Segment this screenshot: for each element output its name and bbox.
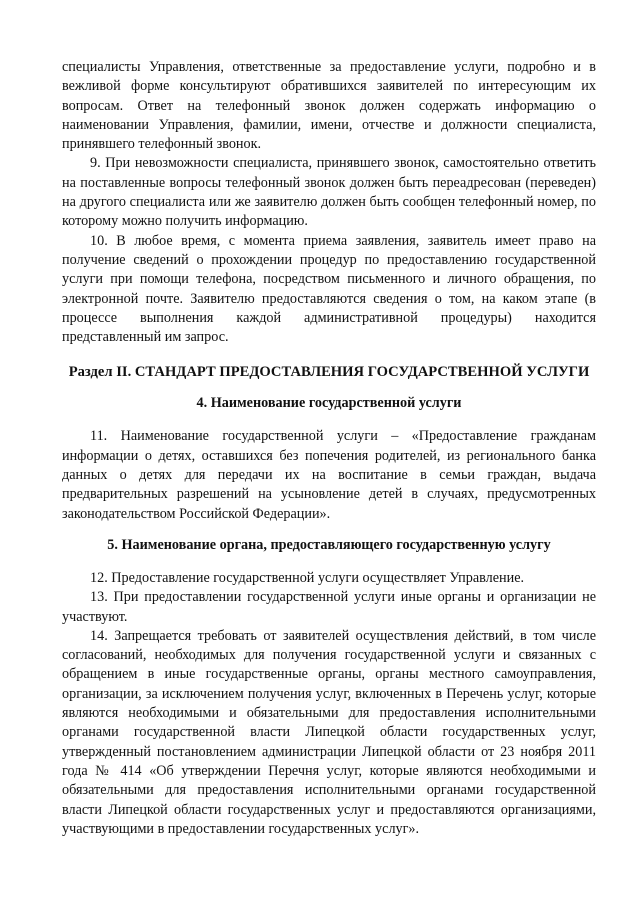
paragraph-13: 13. При предоставлении государственной услуги иные органы и организации не участвуют.: [62, 589, 596, 625]
paragraph-11: 11. Наименование государственной услуги – «Предоставление гражданам информации о детях, оставшихся без попечения родителей, из регионального банка данных о детях для передачи их на воспитание в семьи граждан, выдача предварительных разрешений на усыновление детей в случаях, предусмотренных законодательством Российской Федерации».: [62, 428, 596, 522]
paragraph-12: 12. Предоставление государственной услуги осуществляет Управление.: [90, 569, 525, 586]
section-title: Раздел II. СТАНДАРТ ПРЕДОСТАВЛЕНИЯ ГОСУДАРСТВЕННОЙ УСЛУГИ: [68, 364, 590, 381]
document-page: [62, 58, 596, 839]
paragraph-14: 14. Запрещается требовать от заявителей осуществления действий, в том числе согласований, необходимых для получения государственной услуги и связанных с обращением в иные государственные органы, органы местного самоуправления, организации, за исключением получения услуг, включенных в Перечень услуг, которые являются необходимыми и обязательными для предоставления исполнительными органами государственной власти Липецкой области государственных услуг, утвержденный постановлением администрации Липецкой области от 23 ноября 2011 года № 414 «Об утверждении Перечня услуг, которые являются необходимыми и обязательными для предоставления исполнительными органами государственной власти Липецкой области государственных услуг и предоставляются организациями, участвующими в предоставлении государственных услуг».: [62, 627, 596, 837]
paragraph-10: 10. В любое время, с момента приема заявления, заявитель имеет право на получение сведений о прохождении процедур по предоставлению государственной услуги при помощи телефона, посредством письменного и личного обращения, по электронной почте. Заявителю предоставляются сведения о том, на каком этапе (в процессе выполнения каждой административной процедуры) находится представленный им запрос.: [62, 232, 596, 346]
paragraph-continuation: специалисты Управления, ответственные за предоставление услуги, подробно и в вежливой форме консультируют обратившихся заявителей по интересующим их вопросам. Ответ на телефонный звонок должен содержать информацию о наименовании Управления, фамилии, имени, отчестве и должности специалиста, принявшего телефонный звонок.: [62, 59, 596, 153]
paragraph-9: 9. При невозможности специалиста, принявшего звонок, самостоятельно ответить на поставленные вопросы телефонный звонок должен быть переадресован (переведен) на другого специалиста или же заявителю должен быть сообщен телефонный номер, по которому можно получить информацию.: [62, 155, 596, 230]
subsection-4-title: 4. Наименование государственной услуги: [196, 395, 462, 412]
subsection-5-title: 5. Наименование органа, предоставляющего государственную услугу: [107, 536, 551, 553]
